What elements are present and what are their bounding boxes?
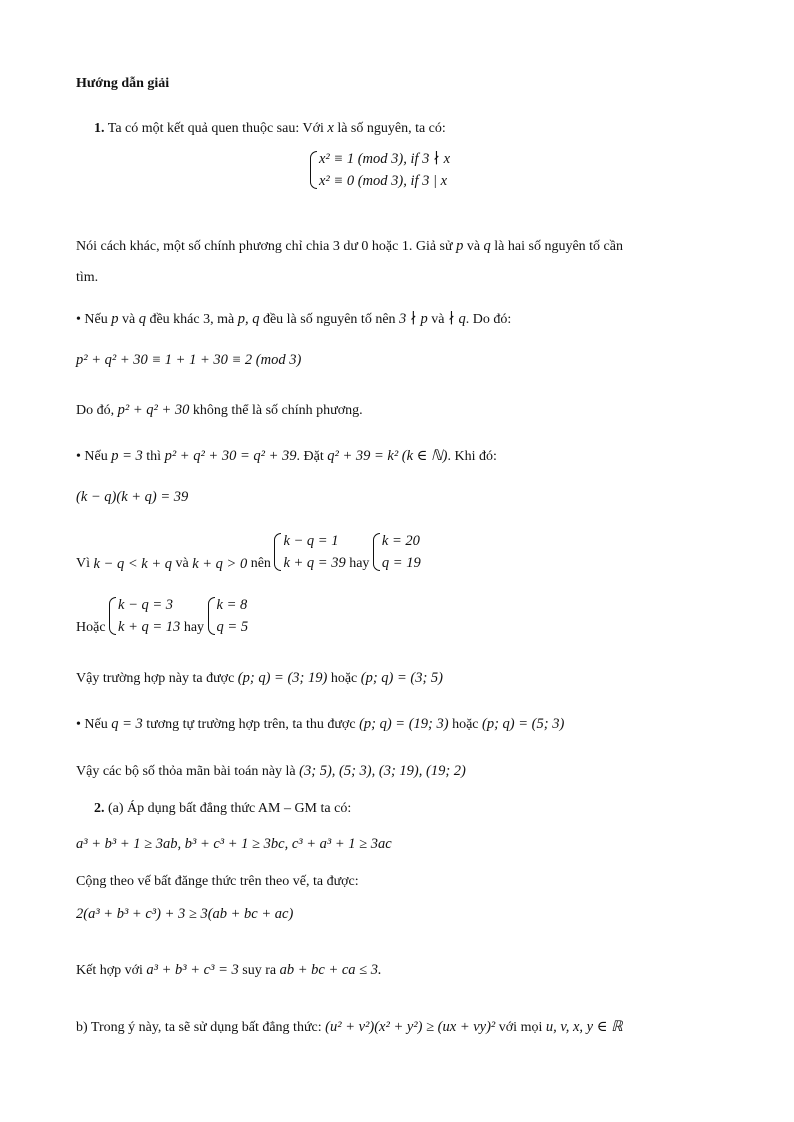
p1-intro: 1. Ta có một kết quả quen thuộc sau: Với x là số nguyên, ta có: bbox=[94, 120, 446, 136]
p2-conclusion-a: Kết hợp với a³ + b³ + c³ = 3 suy ra ab + bc + ca ≤ 3. bbox=[76, 962, 382, 978]
summed-inequality: 2(a³ + b³ + c³) + 3 ≥ 3(ab + bc + ac) bbox=[76, 906, 294, 922]
p2-intro: 2. (a) Áp dụng bất đẳng thức AM – GM ta có: bbox=[94, 801, 352, 816]
am-gm-inequalities: a³ + b³ + 1 ≥ 3ab, b³ + c³ + 1 ≥ 3bc, c³ + a³ + 1 ≥ 3ac bbox=[76, 836, 392, 852]
p1-line6: Do đó, p² + q² + 30 không thể là số chính phương. bbox=[76, 402, 363, 418]
result-case-2: Vậy trường hợp này ta được (p; q) = (3; 19) hoặc (p; q) = (3; 5) bbox=[76, 670, 444, 686]
bullet-case-2: • Nếu p = 3 thì p² + q² + 30 = q² + 39. Đặt q² + 39 = k² (k ∈ ℕ). Khi đó: bbox=[76, 448, 497, 464]
system-line-2: Hoặc k − q = 3 k + q = 13 hay k = 8 q = 5 bbox=[76, 594, 248, 638]
bullet-case-1: • Nếu p và q đều khác 3, mà p, q đều là số nguyên tố nên 3 ∤ p và ∤ q. Do đó: bbox=[76, 311, 512, 327]
section-heading: Hướng dẫn giải bbox=[76, 76, 170, 91]
system-line-1: Vì k − q < k + q và k + q > 0 nên k − q = 1 k + q = 39 hay k = 20 q = 19 bbox=[76, 530, 421, 574]
mod3-system: x² ≡ 1 (mod 3), if 3 ∤ x x² ≡ 0 (mod 3), if 3 | x bbox=[310, 148, 450, 192]
bullet-case-3: • Nếu q = 3 tương tự trường hợp trên, ta thu được (p; q) = (19; 3) hoặc (p; q) = (5; 3) bbox=[76, 716, 565, 732]
final-result: Vậy các bộ số thỏa mãn bài toán này là (3; 5), (5; 3), (3; 19), (19; 2) bbox=[76, 763, 466, 779]
p2-line16: Cộng theo vế bất đănge thức trên theo vế, ta được: bbox=[76, 874, 359, 889]
p1-line3: tìm. bbox=[76, 270, 99, 285]
equation-product: (k − q)(k + q) = 39 bbox=[76, 489, 189, 505]
p2-part-b: b) Trong ý này, ta sẽ sử dụng bất đẳng thức: (u² + v²)(x² + y²) ≥ (ux + vy)² với mọi u, v, x, y ∈ ℝ bbox=[76, 1019, 623, 1035]
equation-mod3: p² + q² + 30 ≡ 1 + 1 + 30 ≡ 2 (mod 3) bbox=[76, 352, 302, 368]
p1-line2: Nói cách khác, một số chính phương chỉ chia 3 dư 0 hoặc 1. Giả sử p và q là hai số nguyên tố cần bbox=[76, 238, 623, 254]
